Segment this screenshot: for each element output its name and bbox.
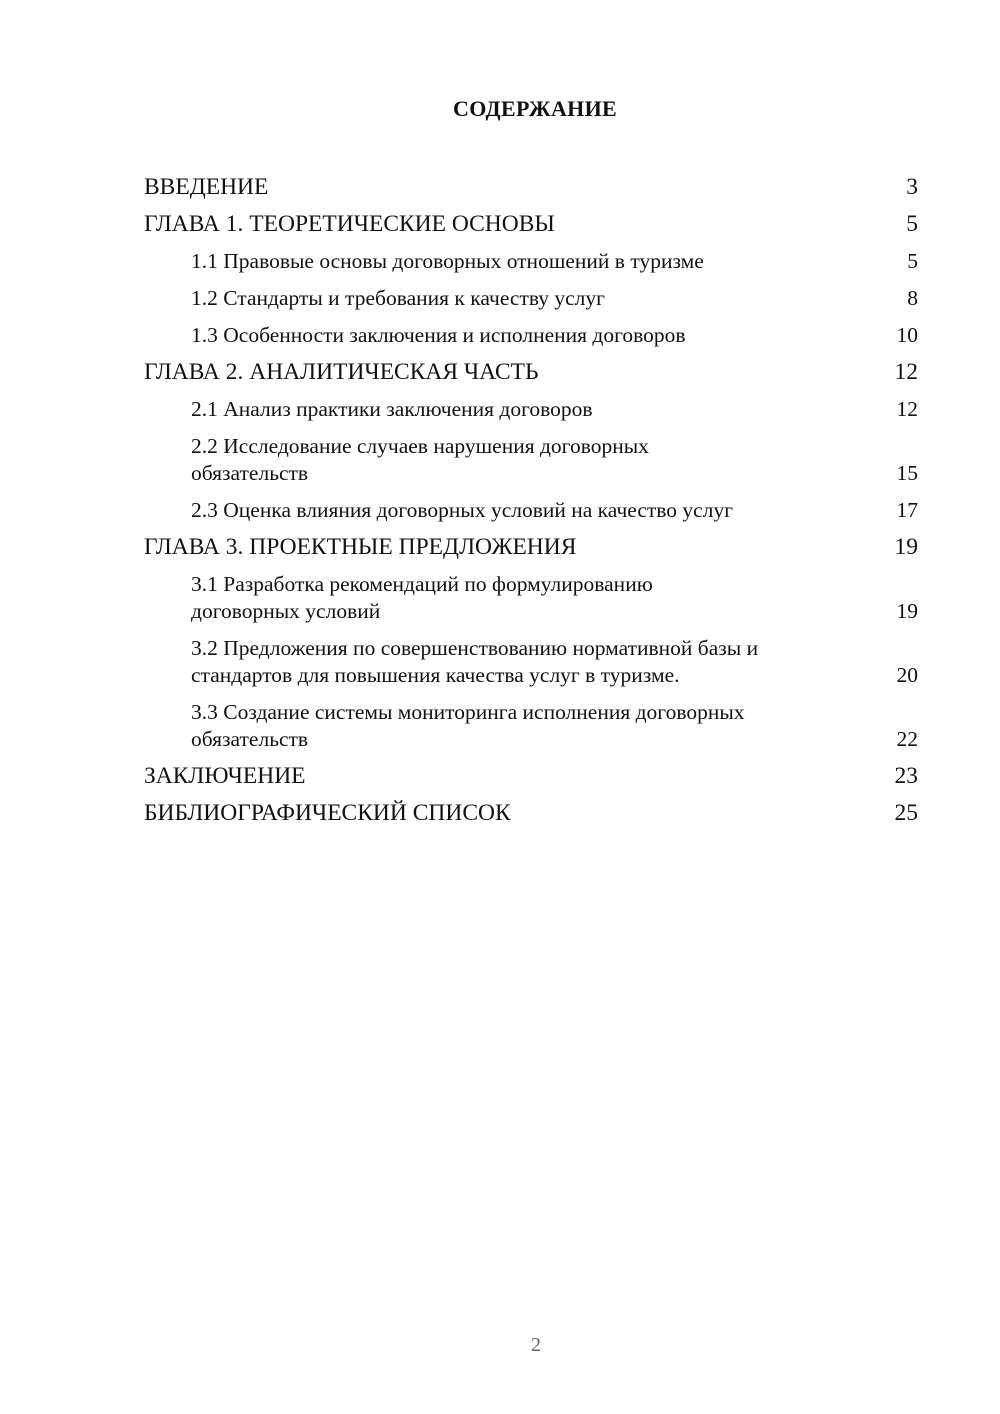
toc-entry-section-2-2 — [144, 429, 918, 493]
toc-entry-label: 3.3 Создание системы мониторинга исполнения договорных обязательств — [191, 700, 745, 751]
toc-entry-chapter-2 — [144, 355, 918, 392]
toc-entry-page: 15 — [896, 461, 918, 485]
table-of-contents — [144, 170, 918, 833]
toc-entry-page: 10 — [896, 323, 918, 347]
toc-entry-bibliography — [144, 796, 918, 833]
toc-entry-section-3-1 — [144, 567, 918, 631]
toc-entry-section-1-3 — [144, 318, 918, 355]
toc-entry-label: ЗАКЛЮЧЕНИЕ — [144, 763, 306, 789]
toc-entry-page: 23 — [894, 763, 918, 789]
page-title: СОДЕРЖАНИЕ — [453, 96, 617, 121]
toc-entry-page: 5 — [907, 249, 918, 273]
toc-entry-label: 1.1 Правовые основы договорных отношений в туризме — [191, 249, 704, 273]
toc-entry-page: 3 — [906, 174, 918, 200]
toc-entry-section-2-3 — [144, 493, 918, 530]
toc-entry-page: 5 — [906, 211, 918, 237]
toc-entry-conclusion — [144, 759, 918, 796]
toc-entry-page: 19 — [896, 599, 918, 623]
toc-entry-label: 2.3 Оценка влияния договорных условий на качество услуг — [191, 498, 734, 522]
toc-entry-page: 20 — [896, 663, 918, 687]
toc-entry-page: 12 — [896, 397, 918, 421]
toc-entry-page: 12 — [894, 359, 918, 385]
toc-entry-page: 19 — [894, 534, 918, 560]
toc-entry-label: 3.1 Разработка рекомендаций по формулированию договорных условий — [191, 572, 653, 623]
toc-entry-introduction — [144, 170, 918, 207]
toc-entry-label: 3.2 Предложения по совершенствованию нормативной базы и стандартов для повышения качества услуг в туризме. — [191, 636, 759, 687]
toc-entry-section-1-1 — [144, 244, 918, 281]
toc-entry-page: 17 — [896, 498, 918, 522]
toc-entry-label: 1.2 Стандарты и требования к качеству услуг — [191, 286, 605, 310]
toc-entry-label: БИБЛИОГРАФИЧЕСКИЙ СПИСОК — [144, 800, 511, 826]
toc-entry-label: 1.3 Особенности заключения и исполнения договоров — [191, 323, 686, 347]
toc-entry-section-3-2 — [144, 631, 918, 695]
toc-entry-page: 25 — [894, 800, 918, 826]
toc-entry-page: 8 — [907, 286, 918, 310]
toc-entry-section-2-1 — [144, 392, 918, 429]
toc-entry-label: ВВЕДЕНИЕ — [144, 174, 269, 200]
toc-entry-chapter-1 — [144, 207, 918, 244]
toc-entry-section-3-3 — [144, 695, 918, 759]
toc-entry-label: ГЛАВА 2. АНАЛИТИЧЕСКАЯ ЧАСТЬ — [144, 359, 539, 385]
toc-entry-label: 2.2 Исследование случаев нарушения договорных обязательств — [191, 434, 649, 485]
toc-entry-chapter-3 — [144, 530, 918, 567]
toc-entry-section-1-2 — [144, 281, 918, 318]
toc-entry-page: 22 — [896, 727, 918, 751]
toc-entry-label: ГЛАВА 3. ПРОЕКТНЫЕ ПРЕДЛОЖЕНИЯ — [144, 534, 577, 560]
page-number: 2 — [531, 1334, 541, 1356]
toc-entry-label: 2.1 Анализ практики заключения договоров — [191, 397, 593, 421]
toc-entry-label: ГЛАВА 1. ТЕОРЕТИЧЕСКИЕ ОСНОВЫ — [144, 211, 555, 237]
